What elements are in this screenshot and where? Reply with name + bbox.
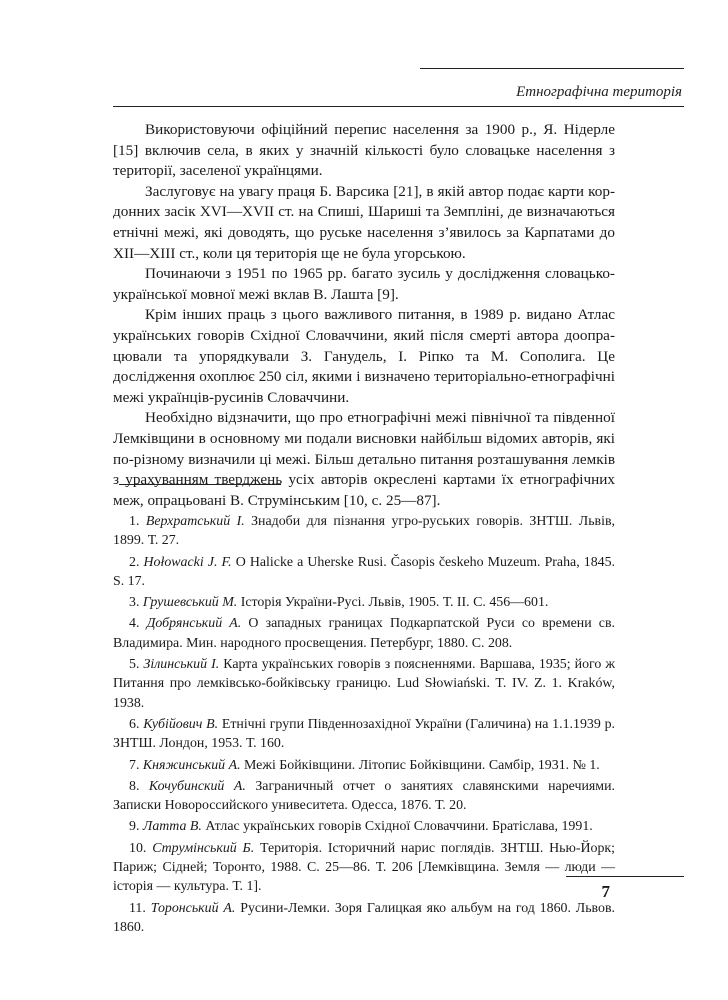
footnote-number: 7. [129, 757, 140, 773]
footnote-number: 6. [129, 716, 140, 732]
footnote-text: Етнічні групи Південнозахідної України (Галичина) на 1.1.1939 р. ЗНТШ. Лондон, 1953. Т. 160. [113, 716, 615, 752]
footnote [113, 817, 615, 836]
paragraph: Необхідно відзначити, що про етнографічні межі північної та південної Лемківщини в основному ми подали висновки найбільш відомих авторів, які по-різному визначили ці межі. Більш детально питання розташування лемків з урахуванням тверджень усіх авторів окреслені картами їх етнографічних меж, опрацьовані В. Струмінським [10, с. 25—87]. [113, 409, 615, 509]
footnote-text: О западных границах Подкарпатской Руси со времени св. Владимира. Мин. народного просвещения. Петербург, 1880. С. 208. [113, 616, 615, 651]
paragraph: Починаючи з 1951 по 1965 рр. багато зусиль у дослідження словацько-української мовної межі вклав В. Лашта [9]. [113, 265, 615, 303]
footnote-separator [119, 484, 281, 485]
footnote-text: Карта українських говорів з поясненнями. Варшава, 1935; його ж Питання про лемківсько-бойківську границю. Lud Słowiański. T. IV. Z. 1. Kraków, 1938. [113, 657, 615, 711]
footnote-number: 3. [129, 595, 140, 611]
footnote-text: Заграничный отчет о занятиях славянскими наречиями. Записки Новороссийского унивеситета. Одесса, 1876. Т. 20. [113, 778, 615, 814]
footnote-author: Торонський А. [150, 900, 236, 916]
footnote-number: 9. [129, 819, 140, 835]
footnote [113, 593, 615, 612]
header-rule [420, 68, 684, 69]
footnote [113, 756, 615, 775]
footnote-author: Латта В. [142, 819, 202, 835]
header-underline [113, 106, 684, 107]
footnote-text: O Halicke a Uherske Rusi. Časopis českeho Muzeum. Praha, 1845. S. 17. [113, 554, 616, 589]
footnote [113, 614, 615, 653]
footer-rule [566, 876, 684, 877]
footnote-text: Русини-Лемки. Зоря Галицкая яко альбум на год 1860. Львов. 1860. [113, 900, 615, 935]
paragraph: Крім інших праць з цього важливого питання, в 1989 р. видано Атлас українських говорів Східної Словаччини, який після смерті автора доопрацювали та упорядкували З. Ганудель, І. Ріпко та М. Сополига. Це дослідження охоплює 250 сіл, якими і визначено територіально-етнографічні межі українців-русинів Словаччини. [113, 306, 615, 406]
footnote-text: Історія України-Русі. Львів, 1905. Т. ІІ. С. 456—601. [237, 595, 549, 611]
footnote-author: Кочубинский А. [148, 778, 246, 794]
paragraph: Заслуговує на увагу праця Б. Варсика [21], в якій автор подає карти кордонних засік XVI—XVII ст. на Спиші, Шариші та Земпліні, де визначаються етнічні межі, які доводять, що руське населення з’явилось за Карпатами до XII—XIII ст., коли ця територія ще не була угорською. [113, 182, 615, 262]
footnote-author: Верхратський І. [145, 514, 245, 529]
footnote-text: Атлас українських говорів Східної Словаччини. Братіслава, 1991. [201, 819, 593, 835]
footnote-author: Добрянський А. [146, 616, 242, 632]
footnote-author: Зілинський І. [143, 657, 220, 673]
footnote-number: 1. [129, 514, 140, 529]
footnote-number: 11. [129, 900, 146, 916]
footnote-author: Струмінський Б. [152, 840, 255, 856]
footnote-number: 10. [129, 840, 147, 856]
footnote [113, 553, 615, 592]
running-title: Етнографічна територія [516, 84, 682, 100]
footnotes-list [113, 512, 615, 939]
body-text [113, 120, 615, 511]
paragraph: Використовуючи офіційний перепис населення за 1900 р., Я. Нідерле [15] включив села, в яких у значній кількості було словацьке населення з території, заселеної українцями. [113, 121, 615, 180]
footnote [113, 715, 615, 754]
footnote-author: Княжинський А. [142, 757, 241, 773]
footnote-text: Територія. Історичний нарис поглядів. ЗНТШ. Нью-Йорк; Париж; Сідней; Торонто, 1988. С. 25—86. Т. 206 [Лемківщина. Земля — люди — історія — культура. Т. 1]. [113, 840, 616, 895]
footnote-number: 2. [129, 554, 140, 570]
page-number: 7 [601, 882, 610, 901]
footnote [113, 512, 615, 551]
footnote [113, 655, 615, 713]
footnote-number: 4. [129, 616, 140, 632]
footnote [113, 839, 615, 897]
footnote-number: 8. [129, 778, 140, 794]
footnote-author: Грушевський М. [142, 595, 238, 611]
footnote-author: Кубійович В. [143, 716, 219, 732]
footnote-author: Hołowacki J. F. [143, 554, 232, 570]
footnote-number: 5. [129, 657, 140, 673]
footnote-text: Знадоби для пізнання угро-руських говорів. ЗНТШ. Львів, 1899. Т. 27. [113, 514, 615, 549]
footnote [113, 899, 615, 938]
footnote-text: Межі Бойківщини. Літопис Бойківщини. Самбір, 1931. № 1. [240, 757, 600, 773]
footnote [113, 777, 615, 816]
